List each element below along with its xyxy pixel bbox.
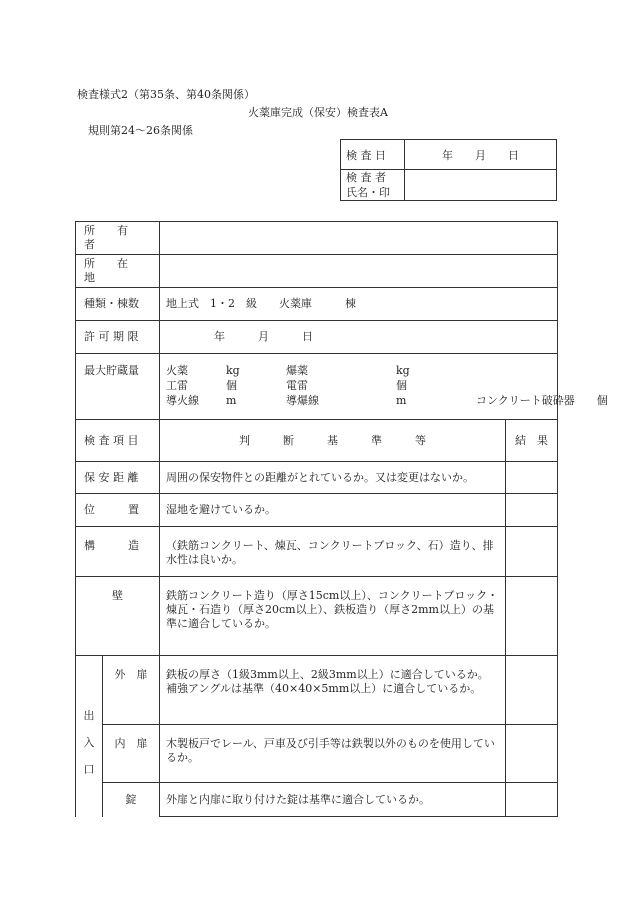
- entrance-char: 入: [83, 736, 95, 749]
- storage-grid: [160, 364, 608, 408]
- outer-door-criteria-2: 補強アングルは基準（40×40×5mm以上）に適合しているか。: [166, 682, 482, 695]
- owner-field[interactable]: [160, 222, 558, 255]
- result-cell[interactable]: [506, 462, 558, 494]
- storage-item: 導火線: [166, 394, 199, 407]
- storage-item: 導爆線: [286, 394, 319, 407]
- permit-row: [76, 321, 558, 354]
- storage-item: [476, 379, 608, 393]
- checklist-header-row: [76, 420, 558, 462]
- entrance-label: [76, 656, 103, 817]
- type-value[interactable]: 地上式 1・2 級 火薬庫 棟: [166, 297, 356, 310]
- location-field[interactable]: [160, 255, 558, 288]
- lock-criteria: 外扉と内扉に取り付けた錠は基準に適合しているか。: [166, 792, 430, 806]
- type-label: 種類・棟数: [84, 297, 139, 310]
- wall-criteria: 鉄筋コンクリート造り（厚さ15cm以上）、コンクリートブロック・煉瓦・石造り（厚さ20cm以上）、鉄板造り（厚さ2mm以上）の基準に適合しているか。: [166, 589, 499, 630]
- storage-unit: m: [226, 394, 237, 407]
- document-title: 火薬庫完成（保安）検査表A: [248, 106, 388, 119]
- inner-door-row: [76, 725, 558, 783]
- inspector-label-line2: 氏名・印: [346, 186, 390, 199]
- permit-label: 許 可 期 限: [84, 330, 139, 343]
- result-cell[interactable]: [506, 527, 558, 577]
- permit-value[interactable]: 年 月 日: [214, 330, 313, 343]
- safety-distance-label: 保 安 距 離: [84, 470, 139, 484]
- result-cell[interactable]: [506, 783, 558, 817]
- inner-door-label: 内 扉: [103, 725, 160, 783]
- storage-unit: 個: [226, 379, 237, 392]
- position-label: 位 置: [84, 503, 139, 516]
- entrance-char: 出: [83, 709, 95, 722]
- inspection-date-value[interactable]: 年 月 日: [405, 140, 557, 170]
- structure-label: 構 造: [84, 539, 139, 552]
- location-label: 所 在 地: [84, 257, 150, 284]
- col-result-header: 結 果: [506, 420, 558, 462]
- form-number: 検査様式2（第35条、第40条関係）: [77, 88, 255, 101]
- inspection-table: [75, 221, 608, 817]
- storage-unit: kg: [396, 364, 410, 377]
- storage-unit: 個: [396, 379, 407, 392]
- safety-distance-row: [76, 462, 558, 494]
- storage-item: 爆薬: [286, 364, 308, 377]
- outer-door-criteria-1: 鉄板の厚さ（1級3mm以上、2級3mm以上）に適合しているか。: [166, 668, 489, 681]
- result-cell[interactable]: [506, 577, 558, 656]
- storage-item: 電雷: [286, 379, 308, 392]
- result-cell[interactable]: [506, 725, 558, 783]
- storage-item: 火薬: [166, 364, 188, 377]
- wall-row: [76, 577, 558, 656]
- location-row: [76, 255, 558, 288]
- inner-door-criteria: 木製板戸でレール、戸車及び引手等は鉄製以外のものを使用しているか。: [166, 737, 495, 764]
- storage-unit: kg: [226, 364, 240, 377]
- storage-item: コンクリート破砕器 個: [476, 394, 608, 407]
- wall-label: 壁: [76, 577, 160, 656]
- owner-row: [76, 222, 558, 255]
- structure-criteria: （鉄筋コンクリート、煉瓦、コンクリートブロック、石）造り、排水性は良いか。: [166, 539, 494, 566]
- inspector-signature-field[interactable]: [405, 170, 557, 201]
- inspector-label: [341, 170, 405, 201]
- outer-door-label: 外 扉: [103, 656, 160, 725]
- safety-distance-criteria: 周囲の保安物件との距離がとれているか。又は変更はないか。: [166, 470, 474, 484]
- position-criteria: 湿地を避けているか。: [166, 503, 276, 516]
- rule-reference: 規則第24〜26条関係: [88, 124, 193, 137]
- result-cell[interactable]: [506, 656, 558, 725]
- type-row: [76, 288, 558, 321]
- storage-unit: m: [396, 394, 407, 407]
- entrance-char: 口: [83, 763, 95, 776]
- inspector-label-line1: 検 査 者: [346, 171, 386, 184]
- inspection-box: [340, 139, 557, 201]
- inspection-date-label: 検 査 日: [341, 140, 405, 170]
- structure-row: [76, 527, 558, 577]
- storage-item: [476, 364, 608, 378]
- storage-label: 最大貯蔵量: [84, 364, 139, 377]
- position-row: [76, 494, 558, 527]
- result-cell[interactable]: [506, 494, 558, 527]
- col-criteria-header: 判 断 基 準 等: [160, 420, 506, 462]
- outer-door-row: [76, 656, 558, 725]
- storage-row: [76, 354, 558, 420]
- col-item-header: 検 査 項 目: [84, 433, 139, 447]
- owner-label: 所 有 者: [84, 224, 150, 251]
- storage-item: 工雷: [166, 379, 188, 392]
- lock-label: 錠: [103, 783, 160, 817]
- lock-row: [76, 783, 558, 817]
